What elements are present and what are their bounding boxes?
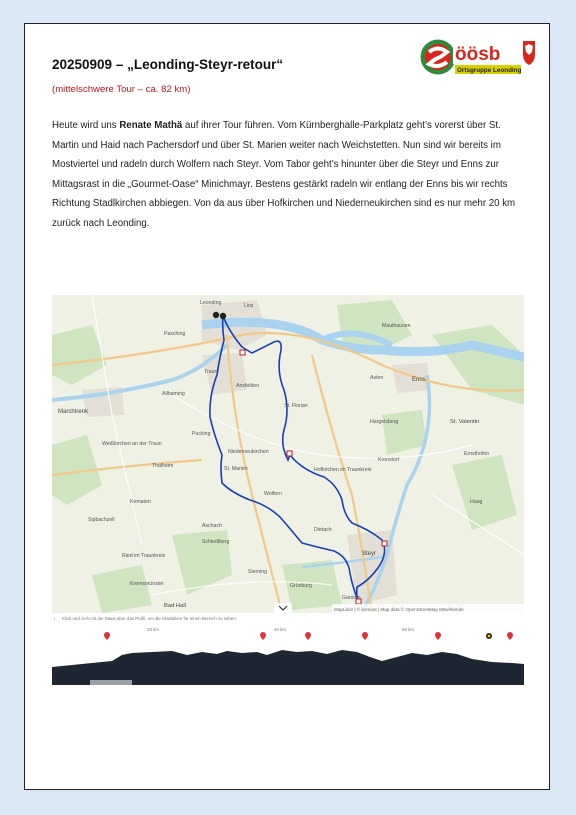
elevation-profile[interactable] xyxy=(52,650,524,685)
place-label: St. Florian xyxy=(284,403,308,409)
place-label: Linz xyxy=(244,303,254,309)
place-label: Pasching xyxy=(164,331,186,337)
description-main: auf ihrer Tour führen. Vom Kürnberghalle-Parkplatz geht’s vorerst über St. Martin und Haid nach Pachersdorf und über St. Marien weiter nach Weichstetten. Nun sind wir bereits im Mostviertel und radeln durch Wolfern nach Steyr. Vom Tabor geht’s hinunter über die Steyr und Enns zur Mittagsrast in die „Gourmet-Oase“ Minichmayr. Bestens gestärkt radeln wir entlang der Enns bis wir rechts Richtung Stadlkirchen abbiegen. Von da aus über Hofkirchen und Niederneukirchen sind es nur mehr 20 km zurück nach Leonding. xyxy=(52,120,516,229)
place-label: Ernsthofen xyxy=(464,451,490,457)
logo-subtext: Ortsgruppe Leonding xyxy=(457,67,522,74)
place-label: Grünburg xyxy=(290,583,312,589)
place-label: Traun xyxy=(204,369,218,375)
place-label: Haag xyxy=(470,499,483,505)
map-attribution: MapLibre | © komoot | Map data © OpenStreetMap Mitwirkende xyxy=(334,607,464,612)
svg-text:i: i xyxy=(54,616,55,621)
place-label: Leonding xyxy=(200,300,222,306)
place-label: Kronstorf xyxy=(378,457,400,463)
place-label: St. Marien xyxy=(224,466,248,472)
profile-scrollbar[interactable] xyxy=(90,680,132,685)
place-label: Kremsmünster xyxy=(130,581,164,587)
km-label: 60 km xyxy=(402,627,414,632)
place-label: Steyr xyxy=(362,551,377,557)
place-label: Sierning xyxy=(248,569,268,575)
place-label: Bad Hall xyxy=(164,603,186,609)
place-label: Mauthausen xyxy=(382,323,411,329)
place-label: Kematen xyxy=(130,499,151,505)
description-intro: Heute wird uns xyxy=(52,120,120,131)
place-label: Ansfelden xyxy=(236,383,260,389)
place-label: Hofkirchen im Traunkreis xyxy=(314,467,372,473)
place-label: Pucking xyxy=(192,431,211,437)
logo-text: öösb xyxy=(455,44,501,65)
route-map[interactable] xyxy=(52,295,524,685)
place-label: Hargelsberg xyxy=(370,419,399,425)
place-label: Ried im Traunkreis xyxy=(122,553,166,559)
place-label: Asten xyxy=(370,375,384,381)
oosb-logo xyxy=(419,38,537,76)
km-label: 20 km xyxy=(147,627,159,632)
collapse-map-button[interactable] xyxy=(274,603,292,613)
document-page xyxy=(24,23,550,790)
place-label: Wolfern xyxy=(264,491,282,497)
place-label: Weißkirchen an der Traun xyxy=(102,441,162,447)
place-label: Garsten xyxy=(342,595,361,601)
km-label: 40 km xyxy=(274,627,286,632)
tour-subtitle: (mittelschwere Tour – ca. 82 km) xyxy=(52,84,191,95)
place-label: Niederneukirchen xyxy=(228,449,269,455)
place-label: Marchtrenk xyxy=(58,409,89,415)
place-label: Enns xyxy=(412,377,426,383)
place-label: Thalheim xyxy=(152,463,174,469)
place-label: Aschach xyxy=(202,523,222,529)
tour-description xyxy=(52,116,524,234)
place-label: Allhaming xyxy=(162,391,185,397)
place-label: Dietach xyxy=(314,527,332,533)
place-label: Sipbachzell xyxy=(88,517,115,523)
place-label: Schiedlberg xyxy=(202,539,230,545)
profile-hint: Klick und zieh mit der Maus über das Profil, um die Statistiken für einen Bereich zu sehen. xyxy=(62,616,237,621)
guide-name: Renate Mathä xyxy=(119,120,183,131)
page-title: 20250909 – „Leonding-Steyr-retour“ xyxy=(52,57,284,72)
place-label: St. Valentin xyxy=(450,419,480,425)
